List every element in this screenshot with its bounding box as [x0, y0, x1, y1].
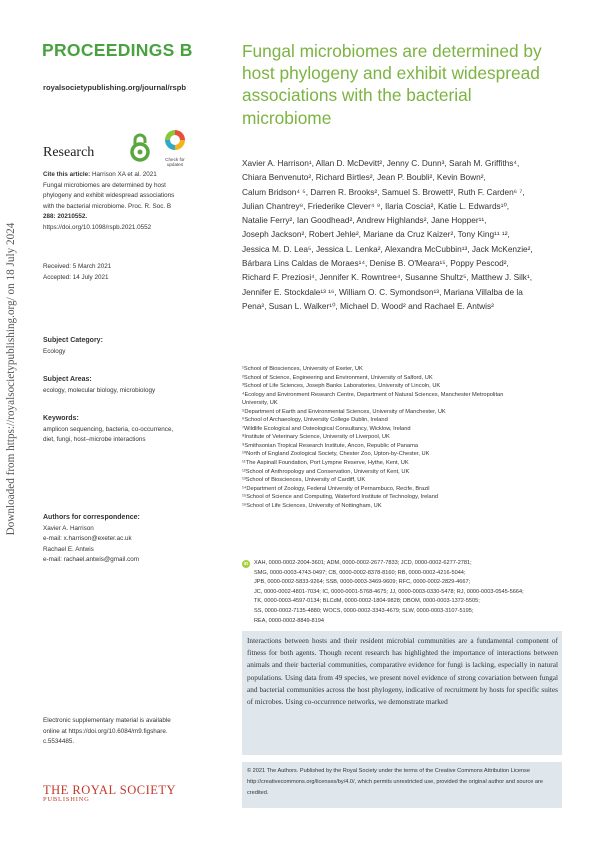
affiliation-line: ¹⁶School of Life Sciences, University of Nottingham, UK	[242, 502, 382, 509]
accepted-date: Accepted: 14 July 2021	[43, 273, 109, 281]
author-line: Xavier A. Harrison¹, Allan D. McDevitt², Jenny C. Dunn³, Sarah M. Griffiths⁴,	[242, 158, 520, 168]
journal-url-link[interactable]: royalsocietypublishing.org/journal/rspb	[43, 83, 187, 92]
affiliation-line: ¹⁰North of England Zoological Society, Chester Zoo, Upton-by-Chester, UK	[242, 451, 430, 458]
orcid-line: XAH, 0000-0002-2004-3601; ADM, 0000-0002-2677-7833; JCD, 0000-0002-6277-2781;	[254, 560, 472, 566]
citation-line-4: with the bacterial microbiome. Proc. R. Soc. B	[43, 202, 172, 210]
check-updates-icon	[160, 128, 190, 152]
orcid-line: SMG, 0000-0003-4743-0497; CB, 0000-0002-8378-8160; RB, 0000-0002-4216-5044;	[254, 569, 466, 576]
correspondence-name-2: Rachael E. Antwis	[43, 545, 94, 553]
keywords-block	[43, 414, 193, 446]
check-updates-label-1: Check for	[165, 157, 185, 162]
download-watermark: Downloaded from https://royalsocietypublishing.org/ on 18 July 2024	[5, 222, 17, 536]
citation-block	[43, 170, 193, 234]
copyright-box	[242, 762, 562, 808]
open-access-icon	[126, 131, 154, 163]
orcid-line: TK, 0000-0003-4597-0134; BLCdM, 0000-0002-1804-9828; DBOM, 0000-0003-1372-5505;	[254, 598, 480, 605]
affiliation-line: ⁶School of Archaeology, University College Dublin, Ireland	[242, 417, 388, 424]
subject-areas-block	[43, 375, 193, 396]
correspondence-block	[43, 513, 193, 566]
orcid-line: JPB, 0000-0002-5833-9264; SSB, 0000-0003-3469-9609; RFC, 0000-0002-2829-4667;	[254, 579, 471, 586]
subject-category-block	[43, 336, 193, 357]
check-for-updates-button[interactable]	[160, 128, 190, 167]
author-line: Joseph Jackson², Robert Jehle², Mariane da Cruz Kaizer², Tony King¹¹ ¹²,	[242, 229, 510, 240]
subject-areas-heading: Subject Areas:	[43, 376, 92, 383]
orcid-lines	[242, 559, 562, 626]
orcid-line: REA, 0000-0002-8849-8194	[254, 617, 324, 624]
citation-line-3: phylogeny and exhibit widespread associations	[43, 192, 175, 200]
correspondence-heading: Authors for correspondence:	[43, 514, 140, 521]
dates-block	[43, 262, 193, 283]
publisher-logo-name: THE ROYAL SOCIETY	[43, 783, 177, 797]
subject-areas-value: ecology, molecular biology, microbiology	[43, 386, 156, 394]
supplementary-line-2[interactable]: online at https://doi.org/10.6084/m9.figshare.	[43, 727, 168, 735]
supplementary-block	[43, 716, 193, 748]
orcid-block	[242, 559, 562, 626]
abstract-box	[242, 631, 562, 755]
affiliation-line: ⁸Institute of Veterinary Science, University of Liverpool, UK	[242, 434, 390, 441]
keywords-line-2: diet, fungi, host–microbe interactions	[43, 436, 146, 444]
section-label: Research	[43, 145, 95, 160]
affiliation-line: ¹³School of Biosciences, University of Cardiff, UK	[242, 477, 366, 484]
author-line: Bárbara Lins Caldas de Moraes¹⁴, Denise B. O'Meara¹⁵, Poppy Pescod²,	[242, 258, 509, 269]
copyright-text: © 2021 The Authors. Published by the Royal Society under the terms of the Creative Commons Attribution License http://creativecommons.org/licenses/by/4.0/, which permits unrestricted use, provided the original author and source are credited.	[247, 768, 543, 796]
orcid-line: SS, 0000-0002-7135-4880; WOCS, 0000-0002-3343-4679; SLW, 0000-0003-3107-5195;	[254, 607, 474, 614]
subject-category-heading: Subject Category:	[43, 337, 103, 344]
orcid-line: JC, 0000-0002-4801-7034; IC, 0000-0001-5768-4675; JJ, 0000-0003-0330-5478; RJ, 0000-0003-0545-5664;	[254, 588, 524, 595]
author-line: Jessica M. D. Lea⁵, Jessica L. Lenka², Alexandra McCubbin¹³, Jack McKenzie²,	[242, 243, 533, 254]
citation-line-1: Harrison XA et al. 2021	[92, 171, 157, 178]
keywords-heading: Keywords:	[43, 415, 79, 422]
correspondence-email-2[interactable]: e-mail: rachael.antwis@gmail.com	[43, 556, 139, 564]
affiliation-line: ⁵Department of Earth and Environmental Sciences, University of Manchester, UK	[242, 408, 446, 415]
citation-doi-link[interactable]: https://doi.org/10.1098/rspb.2021.0552	[43, 223, 152, 231]
affiliation-line: ¹¹The Aspinall Foundation, Port Lympne Reserve, Hythe, Kent, UK	[242, 460, 409, 467]
affiliation-line: ¹⁴Department of Zoology, Federal University of Pernambuco, Recife, Brazil	[242, 485, 430, 492]
correspondence-email-1[interactable]: e-mail: x.harrison@exeter.ac.uk	[43, 535, 132, 543]
correspondence-name-1: Xavier A. Harrison	[43, 524, 94, 532]
author-line: Chiara Benvenuto², Richard Birtles², Jean P. Boubli², Kevin Bown²,	[242, 172, 486, 183]
check-updates-label-2: updates	[166, 162, 184, 167]
keywords-line-1: amplicon sequencing, bacteria, co-occurrence,	[43, 425, 174, 433]
affiliation-line: ³School of Life Sciences, Joseph Banks Laboratories, University of Lincoln, UK	[242, 383, 441, 390]
orcid-icon: iD	[243, 561, 249, 566]
affiliation-line: ⁹Smithsonian Tropical Research Institute, Ancon, Republic of Panama	[242, 442, 418, 449]
affiliation-list	[242, 365, 562, 510]
author-line: Richard F. Preziosi⁴, Jennifer K. Rowntree⁴, Susanne Shultz⁵, Matthew J. Silk¹,	[242, 272, 533, 283]
affiliation-line: ⁷Wildlife Ecological and Osteological Consultancy, Wicklow, Ireland	[242, 425, 411, 432]
subject-category-value: Ecology	[43, 347, 66, 355]
affiliation-line: ¹School of Biosciences, University of Exeter, UK	[242, 366, 363, 372]
author-line: Jennifer E. Stockdale¹³ ¹⁶, William O. C. Symondson¹³, Mariana Villalba de la	[242, 286, 523, 297]
author-line: Julian Chantrey⁸, Friederike Clever⁴ ⁹, Ilaria Coscia², Katie L. Edwards¹⁰,	[242, 200, 510, 211]
abstract-text: Interactions between hosts and their resident microbial communities are a fundamental component of fitness for both agents. Though recent research has highlighted the importance of interactions between animals and their bacterial communities, comparative evidence for fungi is lacking, especially in natural populations. Using data from 49 species, we present novel evidence of strong covariation between fungal and bacterial communities across the host phylogeny, indicative of recruitment by hosts for specific suites of microbes. Using co-occurrence networks, we demonstrate marked	[247, 636, 558, 707]
supplementary-line-3[interactable]: c.5534485.	[43, 738, 75, 746]
received-date: Received: 5 March 2021	[43, 263, 112, 270]
citation-label: Cite this article:	[43, 171, 91, 178]
supplementary-line-1: Electronic supplementary material is available	[43, 717, 171, 724]
author-line: Pena², Susan L. Walker¹⁰, Michael D. Wood² and Rachael E. Antwis²	[242, 300, 494, 311]
affiliation-line: ¹⁵School of Science and Computing, Waterford Institute of Technology, Ireland	[242, 494, 439, 501]
publisher-logo-sub: PUBLISHING	[43, 796, 90, 803]
author-line: Calum Bridson⁴ ⁵, Darren R. Brooks², Samuel S. Browett², Ruth F. Carden⁶ ⁷,	[242, 186, 525, 197]
affiliation-line: University, UK	[242, 400, 278, 407]
affiliation-line: ²School of Science, Engineering and Environment, University of Salford, UK	[242, 374, 433, 381]
author-list	[242, 156, 560, 313]
citation-line-5: 288: 20210552.	[43, 213, 88, 221]
author-line: Natalie Ferry², Ian Goodhead², Andrew Highlands², Jane Hopper¹¹,	[242, 215, 487, 226]
affiliation-line: ¹²School of Anthropology and Conservation, University of Kent, UK	[242, 468, 410, 475]
journal-brand: PROCEEDINGS B	[42, 40, 193, 60]
article-title: Fungal microbiomes are determined by host phylogeny and exhibit widespread associations with the bacterial microbiome	[242, 41, 542, 128]
citation-line-2: Fungal microbiomes are determined by host	[43, 181, 166, 189]
affiliation-line: ⁴Ecology and Environment Research Centre, Department of Natural Sciences, Manchester Metropolitan	[242, 391, 504, 398]
